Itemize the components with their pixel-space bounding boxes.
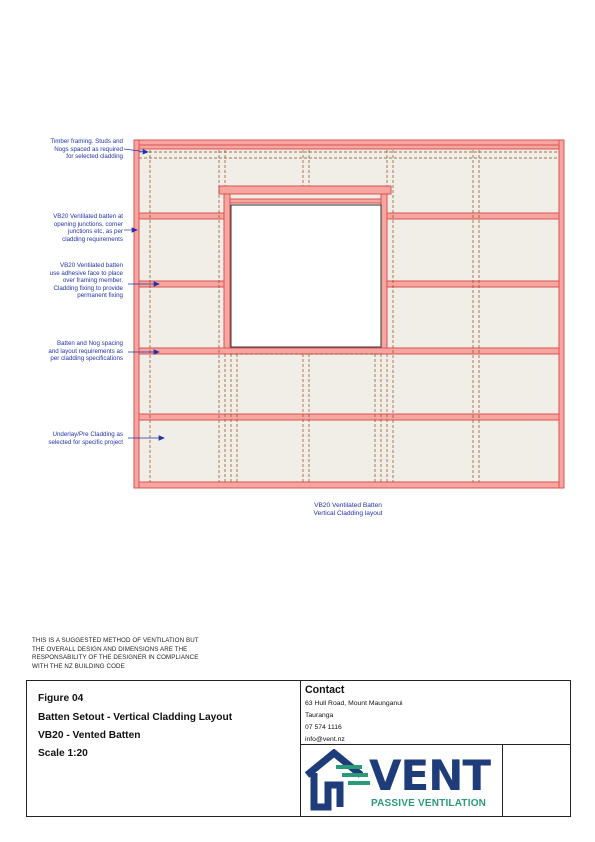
note-nog-spacing: Batten and Nog spacing and layout requirements as per cladding specifications — [48, 340, 123, 363]
note-underlay: Underlay/Pre Cladding as selected for specific project — [48, 431, 123, 446]
end-stud-right — [559, 140, 564, 488]
window-head — [230, 199, 381, 203]
window-opening — [231, 205, 381, 347]
top-plate — [134, 140, 564, 149]
disclaimer-text: THIS IS A SUGGESTED METHOD OF VENTILATION BUT THE OVERALL DESIGN AND DIMENSIONS ARE THE RESPONSABILITY OF THE DESIGNER IN COMPLIANCE WITH THE NZ BUILDING CODE — [32, 637, 199, 670]
figure-number: Figure 04 — [38, 693, 84, 704]
contact-address: 63 Hull Road, Mount Maunganui — [305, 700, 403, 707]
nog-row-3 — [139, 348, 559, 354]
note-opening-junctions: VB20 Ventilated batten at opening junctions, corner junctions etc, as per cladding requirements — [53, 213, 123, 243]
house-logo-icon — [304, 749, 374, 811]
title-block-empty-cell — [503, 744, 570, 816]
contact-email: info@vent.nz — [305, 736, 345, 743]
window-trimmer-left — [224, 194, 230, 348]
window-trimmer-right — [381, 194, 387, 348]
note-timber-framing: Timber framing. Studs and Nogs spaced as required for selected cladding — [50, 138, 123, 161]
title-block-info — [27, 681, 301, 816]
contact-city: Tauranga — [305, 712, 334, 719]
title-block — [26, 680, 571, 817]
bottom-plate — [134, 482, 564, 488]
nog-row-4 — [139, 414, 559, 420]
drawing-scale: Scale 1:20 — [38, 748, 88, 759]
logo-tagline: PASSIVE VENTILATION — [371, 798, 487, 809]
contact-heading: Contact — [305, 684, 345, 696]
drawing-caption: VB20 Ventilated Batten Vertical Cladding layout — [313, 502, 383, 517]
note-adhesive-face: VB20 Ventilated batten use adhesive face to place over framing member. Cladding fixing to provide permanent fixing — [49, 262, 123, 300]
figure-title: Batten Setout - Vertical Cladding Layout — [38, 712, 233, 723]
vent-logo — [301, 744, 503, 816]
contact-panel — [301, 681, 570, 816]
nog-row-1-left — [139, 213, 224, 219]
end-stud-left — [134, 140, 139, 488]
window-lintel — [219, 186, 391, 194]
product-name: VB20 - Vented Batten — [38, 730, 141, 741]
contact-phone: 07 574 1116 — [305, 724, 342, 731]
logo-wordmark: VENT — [369, 751, 490, 800]
